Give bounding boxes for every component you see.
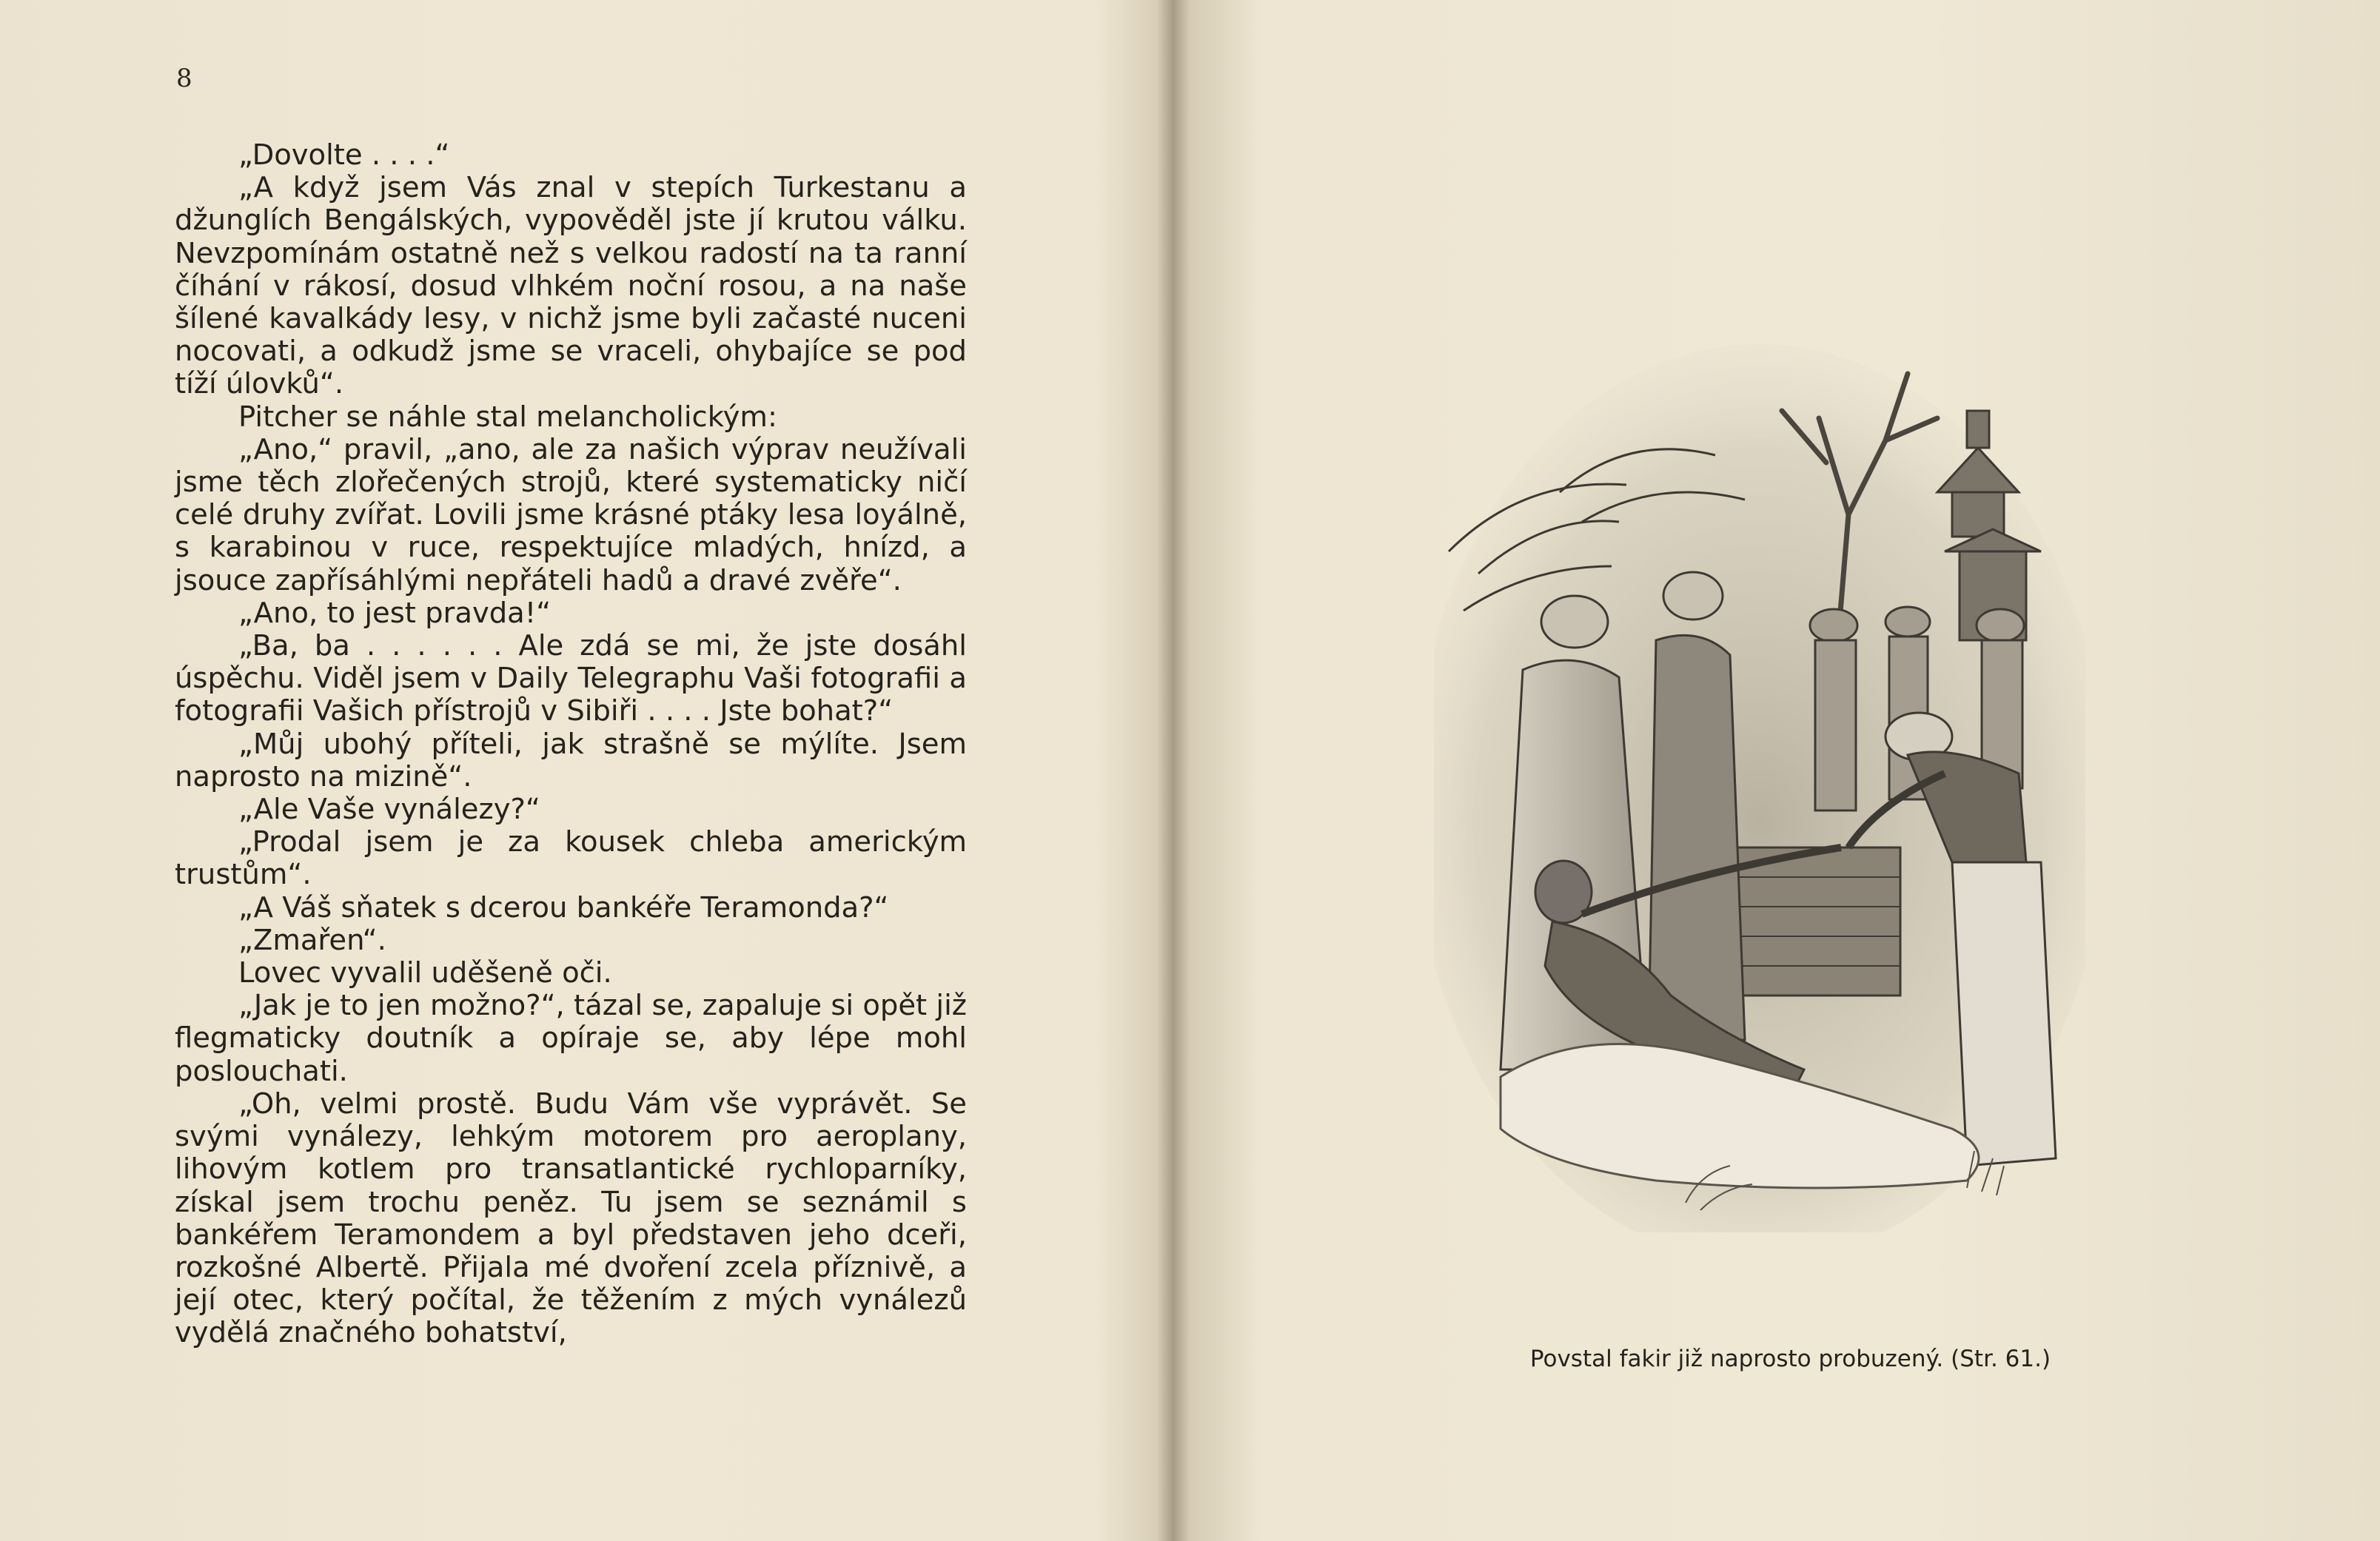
right-page [1179,0,2380,1541]
paragraph: „Ale Vaše vynálezy?“ [238,793,540,827]
paragraph: „Prodal jsem je za kousek chleba americkým trustům“. [175,825,967,892]
paragraph: „Můj ubohý příteli, jak strašně se mýlíte. Jsem naprosto na mizině“. [175,727,967,793]
body-text [175,139,967,1350]
paragraph: „Dovolte . . . .“ [238,138,450,172]
paragraph: „Oh, velmi prostě. Budu Vám vše vyprávět. Se svými vynálezy, lehkým motorem pro aeroplany, lihovým kotlem pro transatlantické rychloparníky, získal jsem trochu peněz. Tu jsem se seznámil s bankéřem Teramondem a byl představen jeho dceři, rozkošné Albertě. Přijala mé dvoření zcela příznivě, a její otec, který počítal, že těžením z mých vynálezů vydělá značného bohatství, [175,1087,967,1350]
illustration-caption: Povstal fakir již naprosto probuzený. (Str. 61.) [1529,1346,2051,1372]
paragraph: „Ba, ba . . . . . . Ale zdá se mi, že jste dosáhl úspěchu. Viděl jsem v Daily Telegraphu Vaši fotografii a fotografii Vašich přístrojů v Sibiři . . . . Jste bohat?“ [175,629,967,728]
paragraph: Pitcher se náhle stal melancholickým: [238,400,777,434]
page-number: 8 [176,64,192,93]
paragraph: Lovec vyvalil uděšeně oči. [238,956,612,990]
paragraph: „A Váš sňatek s dcerou bankéře Teramonda?“ [238,890,889,924]
paragraph: „Zmařen“. [238,923,386,957]
paragraph: „Ano, to jest pravda!“ [238,596,552,630]
illustration [1434,329,2085,1232]
paragraph: „Ano,“ pravil, „ano, ale za našich výprav neužívali jsme těch zlořečených strojů, které systematicky ničí celé druhy zvířat. Lovili jsme krásné ptáky lesa loyálně, s karabinou v ruce, respektujíce mladých, hnízd, a jsouce zapřísáhlými nepřáteli hadů a dravé zvěře“. [175,432,967,597]
paragraph: „Jak je to jen možno?“, tázal se, zapaluje si opět již flegmaticky doutník a opíraje se, aby lépe mohl poslouchati. [175,989,967,1088]
left-page [0,0,1177,1541]
paragraph: „A když jsem Vás znal v stepích Turkestanu a džunglích Bengálských, vypověděl jste jí krutou válku. Nevzpomínám ostatně než s velkou radostí na ta ranní číhání v rákosí, dosud vlhkém noční rosou, a na naše šílené kavalkády lesy, v nichž jsme byli začasté nuceni nocovati, a odkudž jsme se vraceli, ohybajíce se pod tíží úlovků“. [175,171,967,401]
